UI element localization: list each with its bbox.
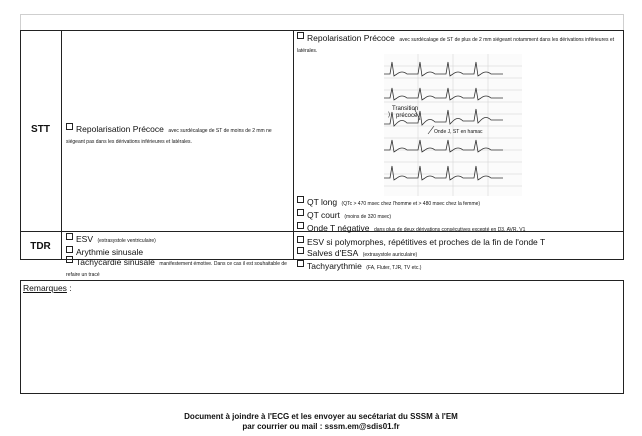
tdr-right-cell bbox=[297, 236, 621, 273]
list-item: Salves d'ESA (extrasystole auriculaire) bbox=[297, 247, 621, 260]
svg-text:): ) bbox=[388, 112, 390, 118]
checkbox[interactable] bbox=[297, 247, 304, 254]
list-item: Arythmie sinusale bbox=[66, 246, 290, 257]
checkbox[interactable] bbox=[297, 196, 304, 203]
checkbox[interactable] bbox=[297, 32, 304, 39]
ecg-annotation-transition: Transition bbox=[392, 106, 419, 112]
stt-right-note: avec surdécalage de ST de plus de 2 mm siégeant notamment dans les dérivations inférieures et latérales. bbox=[297, 37, 615, 54]
remarks-box[interactable] bbox=[20, 280, 624, 394]
tdr-left-cell bbox=[66, 233, 290, 279]
list-item: ESV (extrasystole ventriculaire) bbox=[66, 233, 290, 246]
row-label-tdr: TDR bbox=[30, 241, 51, 252]
footer-line-1: Document à joindre à l'ECG et les envoyer au secétariat du SSSM à l'EM bbox=[184, 412, 458, 421]
divider bbox=[293, 30, 294, 260]
checkbox[interactable] bbox=[297, 260, 304, 267]
checkbox[interactable] bbox=[297, 209, 304, 216]
checkbox[interactable] bbox=[66, 123, 73, 130]
divider bbox=[61, 30, 62, 260]
checkbox[interactable] bbox=[66, 256, 73, 263]
stt-right-header bbox=[297, 33, 621, 55]
ecg-annotation-onde-j: Onde J, ST en hamac bbox=[434, 129, 483, 135]
stt-right-items bbox=[297, 196, 621, 235]
list-item: Tachycardie sinusale manifestement émotive. Dans ce cas il est souhaitable de refaire un tracé bbox=[66, 257, 287, 278]
checkbox[interactable] bbox=[66, 233, 73, 240]
stt-left-cell bbox=[66, 124, 288, 146]
list-item: Onde T négative dans plus de deux dérivations consécutives excepté en D3, AVR, V1 bbox=[297, 222, 621, 235]
remarks-label: Remarques : bbox=[23, 283, 72, 293]
row-label-stt: STT bbox=[31, 124, 50, 135]
list-item: ESV si polymorphes, répétitives et proches de la fin de l'onde T bbox=[297, 236, 621, 247]
checkbox[interactable] bbox=[66, 246, 73, 253]
ecg-tracing-image bbox=[384, 54, 522, 196]
list-item: QT court (moins de 320 msec) bbox=[297, 209, 621, 222]
footer-line-2: par courrier ou mail : sssm.em@sdis01.fr bbox=[242, 422, 400, 431]
stt-left-note: avec surdécalage de ST de moins de 2 mm ne siégeant pas dans les dérivations inférieures et latérales. bbox=[66, 128, 272, 145]
checkbox[interactable] bbox=[297, 236, 304, 243]
list-item: QT long (QTc > 470 msec chez l'homme et > 480 msec chez la femme) bbox=[297, 196, 621, 209]
ecg-annotation-precoce: précoce bbox=[396, 113, 418, 119]
list-item: Tachyarythmie (FA, Fluter, TJR, TV etc.) bbox=[297, 260, 621, 273]
stt-left-title: Repolarisation Précoce bbox=[76, 124, 164, 134]
stt-right-title: Repolarisation Précoce bbox=[307, 33, 395, 43]
checkbox[interactable] bbox=[297, 222, 304, 229]
